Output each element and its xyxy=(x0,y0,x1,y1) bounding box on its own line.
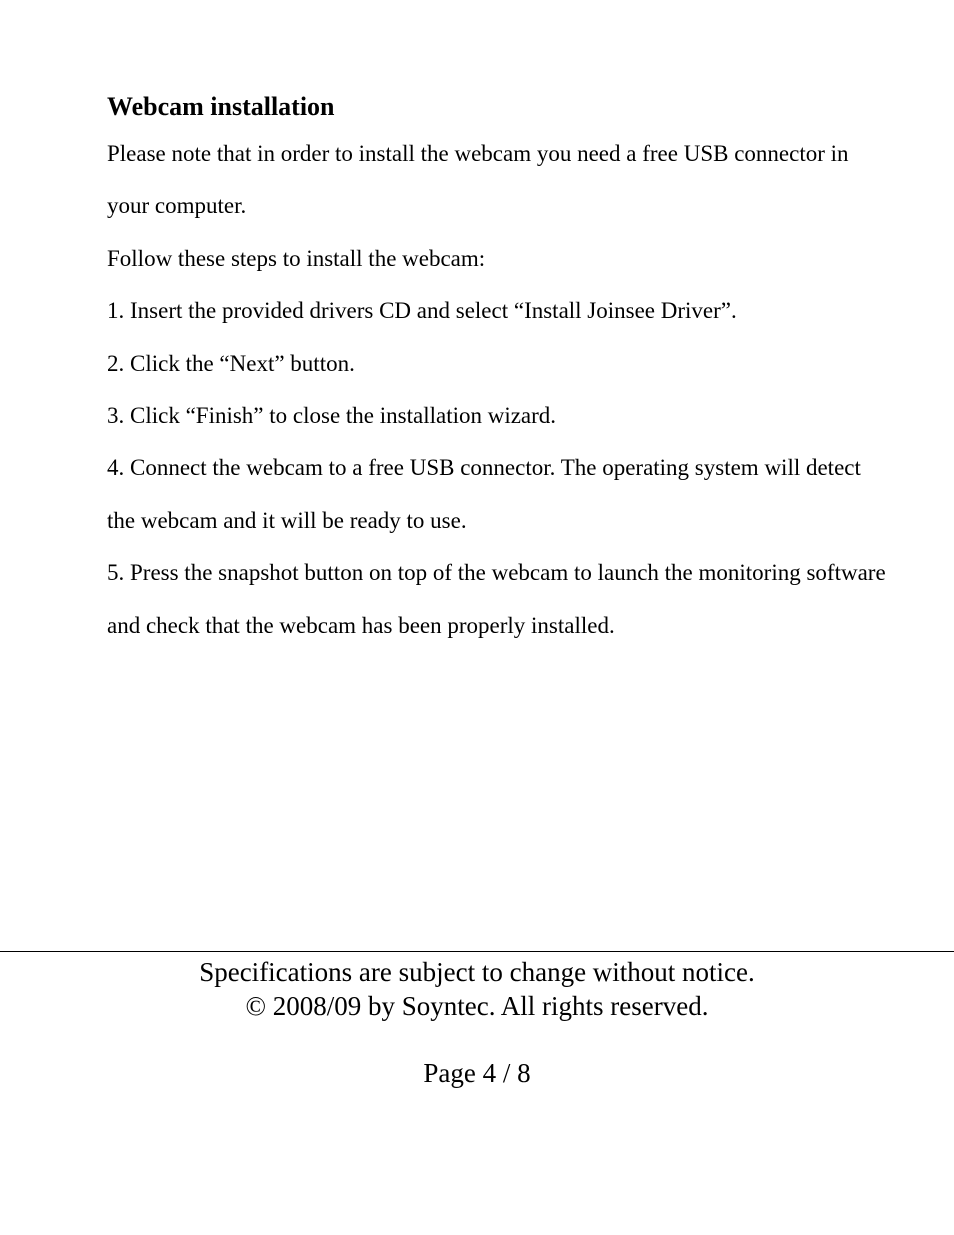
page-number: Page 4 / 8 xyxy=(423,1058,531,1088)
step-3: 3. Click “Finish” to close the installation wizard. xyxy=(107,403,557,429)
step-1: 1. Insert the provided drivers CD and select “Install Joinsee Driver”. xyxy=(107,298,737,324)
section-title: Webcam installation xyxy=(107,92,335,121)
page-footer xyxy=(0,955,954,1090)
main-content xyxy=(107,88,887,652)
footer-copyright: © 2008/09 by Soyntec. All rights reserved. xyxy=(245,991,709,1021)
steps-intro: Follow these steps to install the webcam: xyxy=(107,245,486,271)
intro-paragraph: Please note that in order to install the webcam you need a free USB connector in your computer. xyxy=(107,141,849,219)
footer-notice: Specifications are subject to change without notice. xyxy=(199,957,755,987)
step-4: 4. Connect the webcam to a free USB connector. The operating system will detect the webcam and it will be ready to use. xyxy=(107,455,861,533)
step-2: 2. Click the “Next” button. xyxy=(107,350,355,376)
footer-divider xyxy=(0,951,954,952)
step-5: 5. Press the snapshot button on top of the webcam to launch the monitoring software and check that the webcam has been properly installed. xyxy=(107,560,886,638)
